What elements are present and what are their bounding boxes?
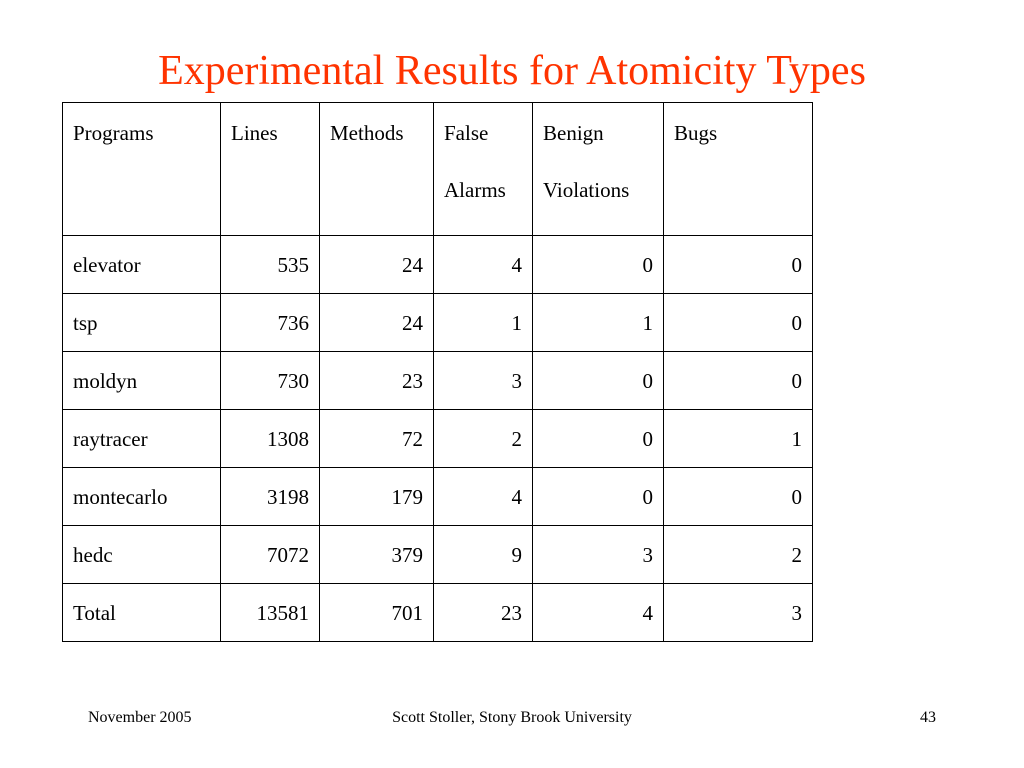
table-row: [63, 584, 813, 642]
value-cell: 4: [434, 468, 533, 526]
slide-title: Experimental Results for Atomicity Types: [158, 48, 866, 94]
table-row: [63, 410, 813, 468]
header-line: False: [444, 121, 489, 145]
value-cell: 535: [221, 236, 320, 294]
value-cell: 4: [434, 236, 533, 294]
program-name-cell: montecarlo: [63, 468, 221, 526]
program-name-cell: Total: [63, 584, 221, 642]
footer-date: November 2005: [88, 709, 192, 726]
results-table: [62, 102, 813, 642]
table-row: [63, 526, 813, 584]
footer-author: Scott Stoller, Stony Brook University: [392, 709, 632, 726]
value-cell: 1: [664, 410, 813, 468]
value-cell: 72: [320, 410, 434, 468]
value-cell: 379: [320, 526, 434, 584]
header-cell: [533, 103, 664, 236]
value-cell: 0: [664, 236, 813, 294]
value-cell: 1: [533, 294, 664, 352]
value-cell: 7072: [221, 526, 320, 584]
value-cell: 1308: [221, 410, 320, 468]
value-cell: 3: [533, 526, 664, 584]
value-cell: 179: [320, 468, 434, 526]
value-cell: 0: [533, 410, 664, 468]
value-cell: 0: [533, 468, 664, 526]
program-name-cell: moldyn: [63, 352, 221, 410]
value-cell: 2: [434, 410, 533, 468]
value-cell: 0: [664, 352, 813, 410]
value-cell: 24: [320, 236, 434, 294]
value-cell: 23: [434, 584, 533, 642]
value-cell: 0: [664, 468, 813, 526]
value-cell: 3: [664, 584, 813, 642]
value-cell: 3198: [221, 468, 320, 526]
value-cell: 24: [320, 294, 434, 352]
value-cell: 23: [320, 352, 434, 410]
value-cell: 4: [533, 584, 664, 642]
header-line: Methods: [330, 121, 404, 145]
table-row: [63, 468, 813, 526]
header-line: Benign: [543, 121, 604, 145]
table-row: [63, 352, 813, 410]
program-name-cell: tsp: [63, 294, 221, 352]
program-name-cell: raytracer: [63, 410, 221, 468]
table-header-row: [63, 103, 813, 236]
header-line: Alarms: [444, 178, 506, 202]
value-cell: 701: [320, 584, 434, 642]
header-cell: [434, 103, 533, 236]
header-line: Violations: [543, 178, 630, 202]
header-line: Programs: [73, 121, 154, 145]
value-cell: 0: [533, 352, 664, 410]
value-cell: 0: [533, 236, 664, 294]
header-line: Bugs: [674, 121, 718, 145]
footer-page-number: 43: [920, 709, 936, 726]
value-cell: 1: [434, 294, 533, 352]
header-cell: [320, 103, 434, 236]
value-cell: 730: [221, 352, 320, 410]
table-row: [63, 236, 813, 294]
header-cell: [664, 103, 813, 236]
value-cell: 2: [664, 526, 813, 584]
header-line: Lines: [231, 121, 278, 145]
program-name-cell: hedc: [63, 526, 221, 584]
value-cell: 3: [434, 352, 533, 410]
program-name-cell: elevator: [63, 236, 221, 294]
value-cell: 9: [434, 526, 533, 584]
table-body: [63, 236, 813, 642]
value-cell: 736: [221, 294, 320, 352]
header-cell: [63, 103, 221, 236]
value-cell: 0: [664, 294, 813, 352]
table-row: [63, 294, 813, 352]
value-cell: 13581: [221, 584, 320, 642]
header-cell: [221, 103, 320, 236]
